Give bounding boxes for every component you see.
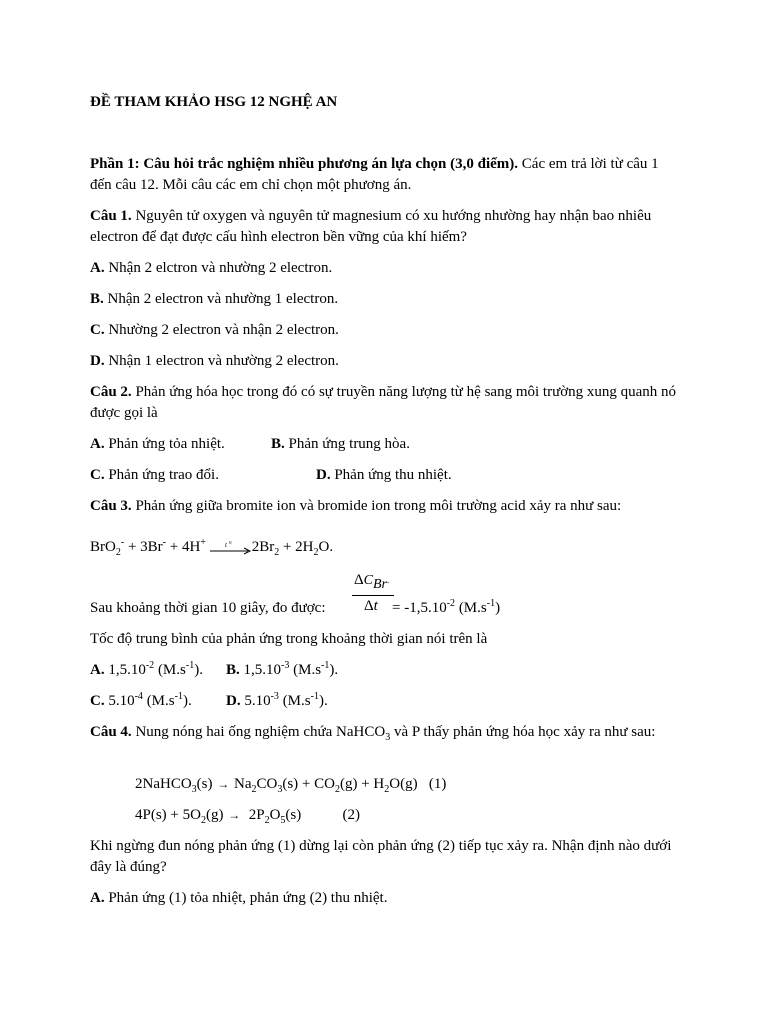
reaction-arrow-icon xyxy=(210,541,252,555)
question-1: Câu 1. Nguyên tử oxygen và nguyên tử magnesium có xu hướng nhường hay nhận bao nhiêu electron để đạt được cấu hình electron bền vững của khí hiếm? xyxy=(90,208,652,245)
q3-rate-value: = $-1,5.10^{-2}$ $(M.s^{-1})$ xyxy=(392,598,501,616)
q3-option-a: A. $1,5.10^{-2}$ $(M.s^{-1})$. xyxy=(90,660,203,678)
q4-question: Khi ngừng đun nóng phản ứng (1) dừng lại còn phản ứng (2) tiếp tục xảy ra. Nhận định nào dưới đây là đúng? xyxy=(90,838,672,875)
q3-question: Tốc độ trung bình của phản ứng trong khoảng thời gian nói trên là xyxy=(90,631,488,647)
svg-text:t: t xyxy=(224,540,227,549)
arrow-icon: → xyxy=(217,777,230,791)
q4-equation-1: 2NaHCO$_3$(s) → $Na_2CO_3(s) + CO_2(g) + H_2O(g)$ (1) xyxy=(135,776,447,795)
q1-option-d: D. Nhận 1 electron và nhường 2 electron. xyxy=(90,353,339,369)
svg-text:0: 0 xyxy=(228,540,232,546)
q1-option-c: C. Nhường 2 electron và nhận 2 electron. xyxy=(90,322,339,338)
part1-intro xyxy=(90,154,682,196)
part1-description: Các em trả lời từ câu 1 đến câu 12. Mỗi câu các em chỉ chọn một phương án. xyxy=(90,156,659,193)
q2-option-b: B. Phản ứng trung hòa. xyxy=(271,436,410,452)
q1-option-b: B. Nhận 2 electron và nhường 1 electron. xyxy=(90,291,339,307)
q2-option-d: D. Phản ứng thu nhiệt. xyxy=(316,467,452,483)
q3-option-b: B. $1,5.10^{-3}$ $(M.s^{-1})$. xyxy=(226,660,339,678)
question-4: Câu 4. Nung nóng hai ống nghiệm chứa NaHCO$_3$ và P thấy phản ứng hóa học xảy ra như sau: xyxy=(90,724,656,743)
document-title: ĐỀ THAM KHẢO HSG 12 NGHỆ AN xyxy=(90,94,338,110)
q4-option-a: A. Phản ứng (1) tỏa nhiệt, phản ứng (2) thu nhiệt. xyxy=(90,890,388,906)
q4-equation-2: $4P(s) + 5O_2(g) \to 2P_2O_5(s)$ (2) xyxy=(135,807,360,826)
q2-option-c: C. Phản ứng trao đổi. xyxy=(90,467,219,483)
q3-equation: BrO$_2$- + 3Br- + 4H+ t 0 $2Br_2 + 2H_2O$. xyxy=(90,537,334,558)
rate-fraction: $\Delta C_{Br^-}$ Δt xyxy=(352,570,394,620)
question-2: Câu 2. Phản ứng hóa học trong đó có sự truyền năng lượng từ hệ sang môi trường xung quanh nó được gọi là xyxy=(90,384,677,421)
q2-option-a: A. Phản ứng tỏa nhiệt. xyxy=(90,436,225,452)
q3-measure-text: Sau khoảng thời gian 10 giây, đo được: xyxy=(90,600,326,616)
q1-option-a: A. Nhận 2 elctron và nhường 2 electron. xyxy=(90,260,333,276)
q3-option-c: C. $5.10^{-4}$ $(M.s^{-1})$. xyxy=(90,691,192,709)
arrow-icon: → xyxy=(228,808,241,822)
question-3: Câu 3. Phản ứng giữa bromite ion và bromide ion trong môi trường acid xảy ra như sau: xyxy=(90,498,622,514)
part1-heading: Phần 1: Câu hỏi trắc nghiệm nhiều phương án lựa chọn (3,0 điểm). xyxy=(90,156,519,172)
q3-option-d: D. $5.10^{-3}$ $(M.s^{-1})$. xyxy=(226,691,328,709)
